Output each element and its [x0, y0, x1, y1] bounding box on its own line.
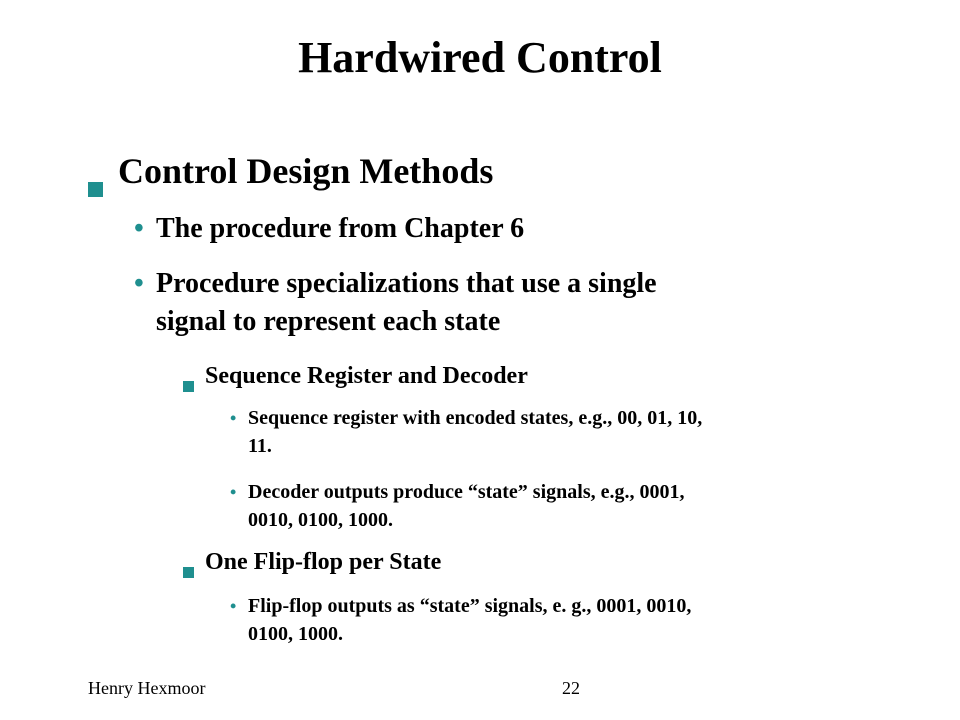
item-text: [248, 478, 684, 534]
item-text-line: 11.: [248, 435, 272, 457]
item-text: [248, 592, 691, 648]
square-bullet-icon: [183, 546, 205, 587]
item-text-line: Sequence register with encoded states, e.g., 00, 01, 10,: [248, 407, 703, 429]
list-item-sequence-register-states: [230, 404, 702, 460]
list-item-specializations: [134, 265, 657, 341]
item-text: [248, 404, 702, 460]
dot-bullet-icon: •: [230, 482, 237, 502]
item-text-line: 0010, 0100, 1000.: [248, 509, 393, 531]
item-text: [156, 265, 657, 341]
list-item-sequence-register: [183, 360, 528, 401]
heading-text: Control Design Methods: [118, 151, 494, 191]
square-bullet-icon: [183, 360, 205, 401]
page-number: 22: [562, 678, 580, 698]
item-text: Sequence Register and Decoder: [205, 363, 528, 389]
dot-bullet-icon: •: [230, 408, 237, 428]
dot-bullet-icon: •: [134, 268, 144, 299]
item-text-line: 0100, 1000.: [248, 623, 343, 645]
square-bullet-icon: [88, 147, 118, 209]
item-text: The procedure from Chapter 6: [156, 213, 525, 244]
dot-bullet-icon: •: [134, 213, 144, 244]
list-item-decoder-outputs: [230, 478, 684, 534]
item-text-line: Flip-flop outputs as “state” signals, e. g., 0001, 0010,: [248, 595, 692, 617]
item-text-line: signal to represent each state: [156, 306, 501, 337]
list-item-chapter6: [134, 210, 524, 248]
list-item-flip-flop-outputs: [230, 592, 691, 648]
item-text-line: Procedure specializations that use a single: [156, 268, 657, 299]
item-text: One Flip-flop per State: [205, 549, 442, 575]
item-text-line: Decoder outputs produce “state” signals, e.g., 0001,: [248, 481, 685, 503]
slide-title: Hardwired Control: [298, 33, 662, 82]
footer-author: Henry Hexmoor: [88, 678, 206, 698]
list-item-one-flip-flop: [183, 546, 441, 587]
heading-item: [88, 147, 493, 209]
dot-bullet-icon: •: [230, 596, 237, 616]
